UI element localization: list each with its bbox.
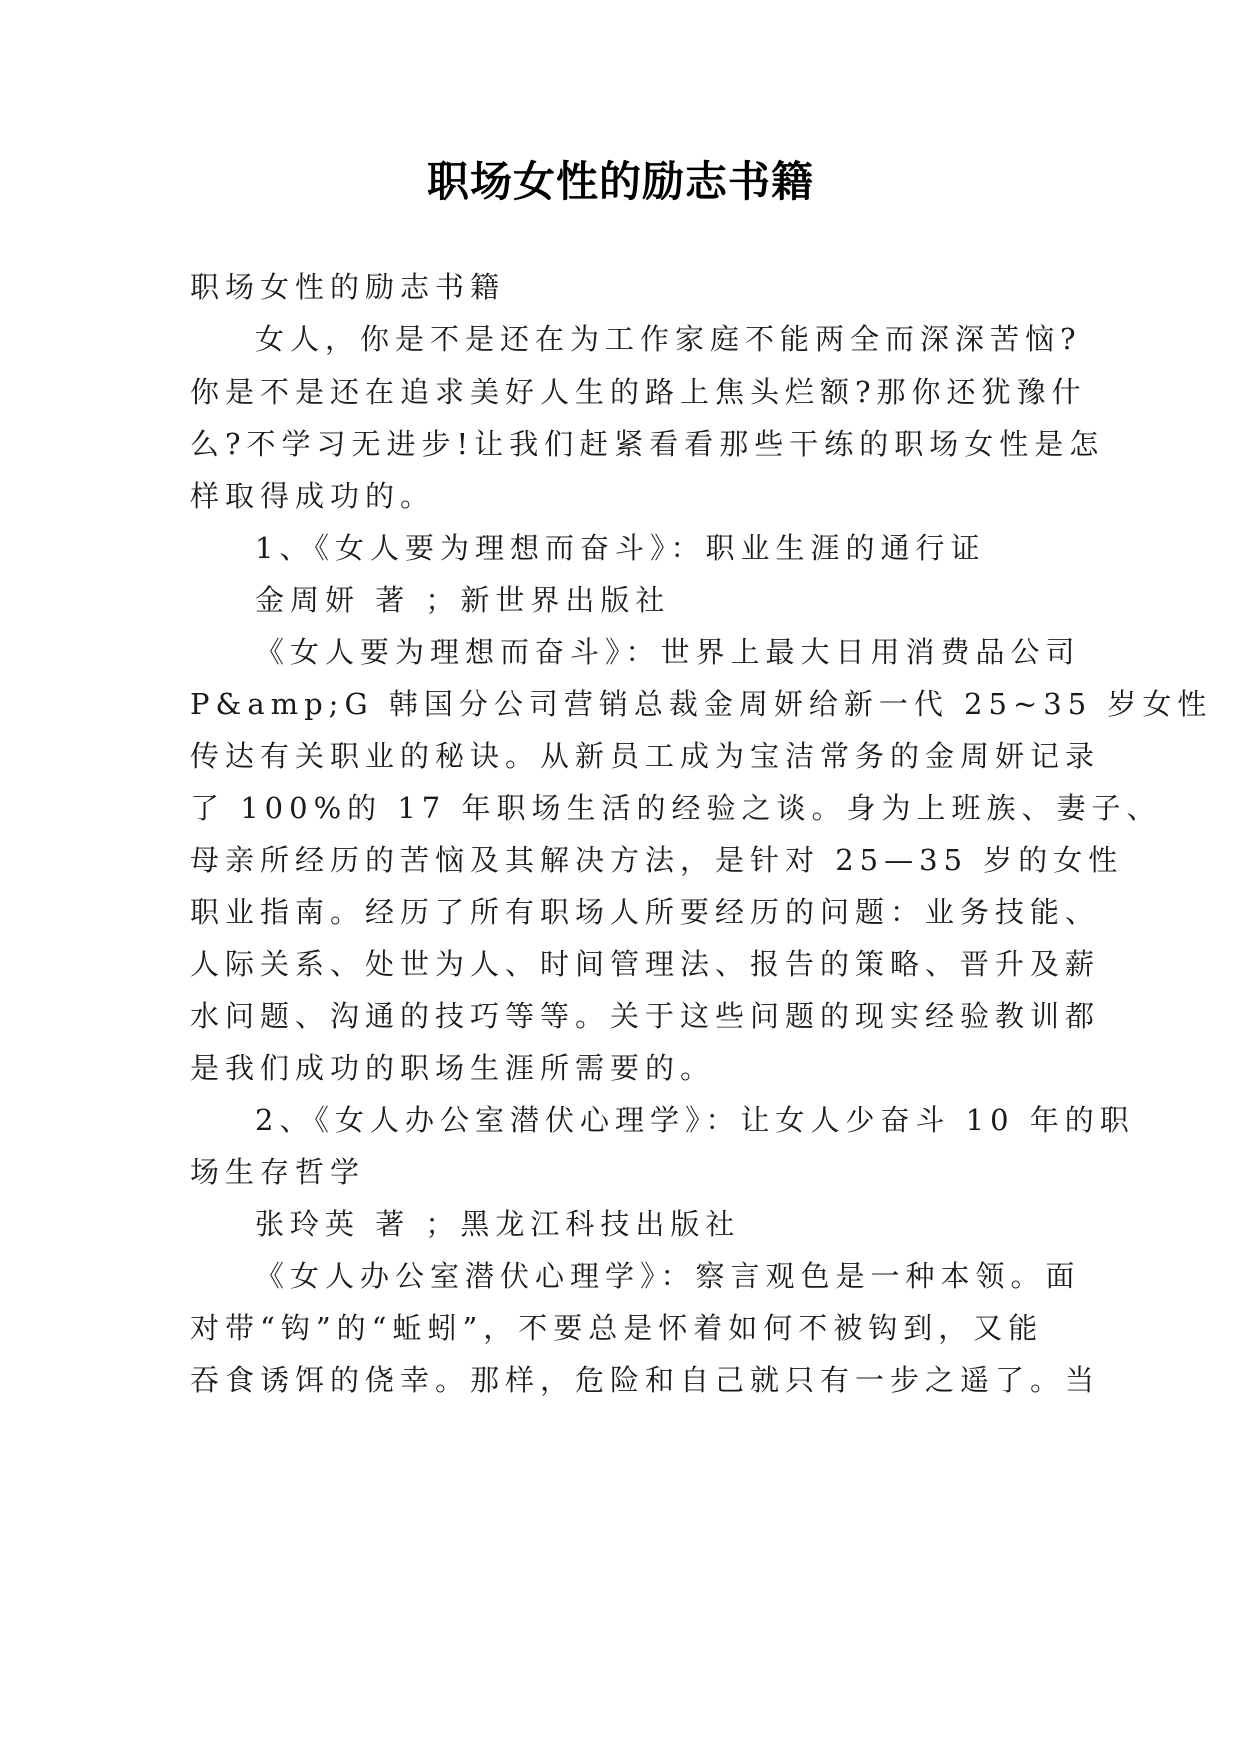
book-author-line: 张玲英 著 ；黑龙江科技出版社 [255,1207,741,1241]
paragraph-line: 母亲所经历的苦恼及其解决方法，是针对 25—35 岁的女性 [190,843,1124,877]
book-heading: 2、《女人办公室潜伏心理学》：让女人少奋斗 10 年的职 [255,1103,1135,1137]
paragraph-line: 是我们成功的职场生涯所需要的。 [190,1051,716,1085]
subtitle-line: 职场女性的励志书籍 [190,270,506,304]
paragraph-line: 样取得成功的。 [190,479,436,513]
paragraph-line: 《女人办公室潜伏心理学》：察言观色是一种本领。面 [255,1259,1081,1293]
paragraph-line: P&amp;G 韩国分公司营销总裁金周妍给新一代 25~35 岁女性 [190,687,1213,721]
paragraph-line: 了 100%的 17 年职场生活的经验之谈。身为上班族、妻子、 [190,791,1162,825]
document-title: 职场女性的励志书籍 [426,157,814,206]
paragraph-line: 吞食诱饵的侥幸。那样，危险和自己就只有一步之遥了。当 [190,1363,1101,1397]
paragraph-line: 水问题、沟通的技巧等等。关于这些问题的现实经验教训都 [190,999,1101,1033]
book-heading-continued: 场生存哲学 [190,1155,366,1189]
paragraph-line: 你是不是还在追求美好人生的路上焦头烂额?那你还犹豫什 [190,375,1087,409]
paragraph-line: 对带“钩”的“蚯蚓”，不要总是怀着如何不被钩到，又能 [190,1311,1044,1345]
paragraph-line: 《女人要为理想而奋斗》：世界上最大日用消费品公司 [255,635,1081,669]
paragraph-line: 传达有关职业的秘诀。从新员工成为宝洁常务的金周妍记录 [190,739,1101,773]
paragraph-line: 女人，你是不是还在为工作家庭不能两全而深深苦恼? [255,322,1082,356]
book-heading: 1、《女人要为理想而奋斗》：职业生涯的通行证 [255,531,986,565]
book-author-line: 金周妍 著 ；新世界出版社 [255,583,671,617]
paragraph-line: 么?不学习无进步!让我们赶紧看看那些干练的职场女性是怎 [190,427,1105,461]
paragraph-line: 人际关系、处世为人、时间管理法、报告的策略、晋升及薪 [190,947,1101,981]
paragraph-line: 职业指南。经历了所有职场人所要经历的问题：业务技能、 [190,895,1101,929]
